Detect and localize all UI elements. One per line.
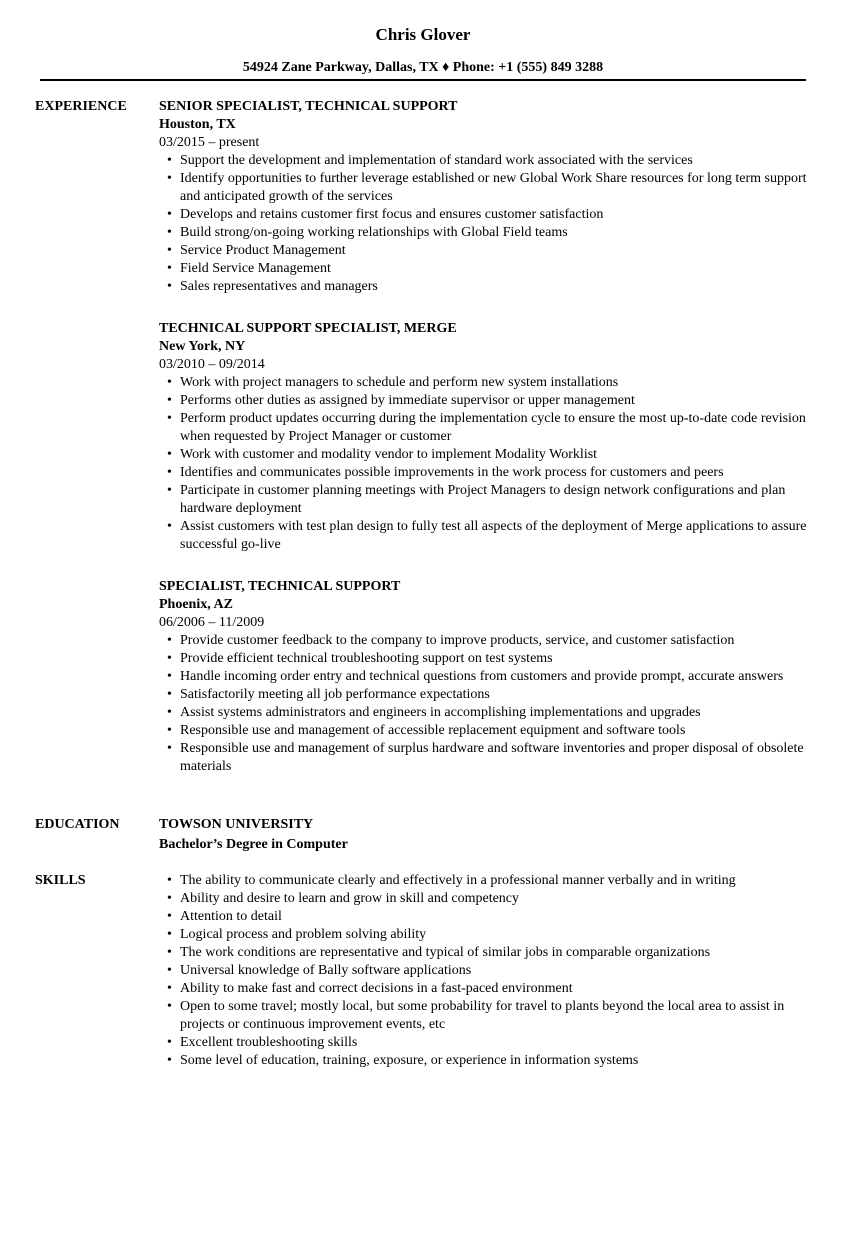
bullet-item: • Field Service Management [180, 260, 809, 278]
bullet-item: • Identifies and communicates possible improvements in the work process for customers and peers [180, 464, 809, 482]
experience-list [159, 98, 809, 800]
bullet-item: • Provide customer feedback to the company to improve products, service, and customer satisfaction [180, 632, 809, 650]
job-location: Phoenix, AZ [159, 597, 233, 612]
header-divider [40, 79, 806, 81]
school-name: TOWSON UNIVERSITY [159, 817, 314, 832]
bullet-item: • Perform product updates occurring during the implementation cycle to ensure the most up-to-date code revision when requested by Project Manager or customer [180, 410, 809, 446]
skill-item: • The ability to communicate clearly and effectively in a professional manner verbally and in writing [180, 872, 809, 890]
bullet-item: • Participate in customer planning meetings with Project Managers to design network configurations and plan hardware deployment [180, 482, 809, 518]
job-location: Houston, TX [159, 117, 236, 132]
job-title: SPECIALIST, TECHNICAL SUPPORT [159, 579, 401, 594]
bullet-item: • Assist systems administrators and engineers in accomplishing implementations and upgrades [180, 704, 809, 722]
job-bullets [159, 152, 809, 296]
job-location: New York, NY [159, 339, 246, 354]
job-dates: 06/2006 – 11/2009 [159, 615, 265, 630]
skill-item: • Excellent troubleshooting skills [180, 1034, 809, 1052]
skill-item: • Ability to make fast and correct decisions in a fast-paced environment [180, 980, 809, 998]
skills-list [159, 872, 809, 1070]
bullet-item: • Service Product Management [180, 242, 809, 260]
skill-item: • Logical process and problem solving ability [180, 926, 809, 944]
bullet-item: • Responsible use and management of surplus hardware and software inventories and proper disposal of obsolete materials [180, 740, 809, 776]
skill-item: • Open to some travel; mostly local, but some probability for travel to plants beyond the local area to assist in projects or continuous improvement events, etc [180, 998, 809, 1034]
bullet-item: • Support the development and implementation of standard work associated with the services [180, 152, 809, 170]
bullet-item: • Provide efficient technical troubleshooting support on test systems [180, 650, 809, 668]
contact-info: 54924 Zane Parkway, Dallas, TX ♦ Phone: +1 (555) 849 3288 [242, 60, 604, 75]
skill-item: • Ability and desire to learn and grow in skill and competency [180, 890, 809, 908]
bullet-item: • Develops and retains customer first focus and ensures customer satisfaction [180, 206, 809, 224]
bullet-item: • Work with project managers to schedule and perform new system installations [180, 374, 809, 392]
bullet-item: • Performs other duties as assigned by immediate supervisor or upper management [180, 392, 809, 410]
bullet-item: • Handle incoming order entry and technical questions from customers and provide prompt, accurate answers [180, 668, 809, 686]
bullet-item: • Sales representatives and managers [180, 278, 809, 296]
job-entry [159, 98, 809, 296]
job-bullets [159, 632, 809, 776]
section-label: EDUCATION [35, 817, 120, 832]
job-title: SENIOR SPECIALIST, TECHNICAL SUPPORT [159, 99, 458, 114]
bullet-item: • Work with customer and modality vendor to implement Modality Worklist [180, 446, 809, 464]
job-dates: 03/2010 – 09/2014 [159, 357, 265, 372]
bullet-item: • Satisfactorily meeting all job performance expectations [180, 686, 809, 704]
skill-item: • Attention to detail [180, 908, 809, 926]
job-dates: 03/2015 – present [159, 135, 260, 150]
bullet-item: • Assist customers with test plan design to fully test all aspects of the deployment of Merge applications to assure successful go-live [180, 518, 809, 554]
degree: Bachelor’s Degree in Computer [159, 837, 348, 852]
skill-item: • Universal knowledge of Bally software applications [180, 962, 809, 980]
candidate-name: Chris Glover [375, 25, 471, 44]
bullet-item: • Build strong/on-going working relationships with Global Field teams [180, 224, 809, 242]
job-entry [159, 320, 809, 554]
bullet-item: • Identify opportunities to further leverage established or new Global Work Share resources for long term support and anticipated growth of the services [180, 170, 809, 206]
skill-item: • Some level of education, training, exposure, or experience in information systems [180, 1052, 809, 1070]
job-bullets [159, 374, 809, 554]
skill-item: • The work conditions are representative and typical of similar jobs in comparable organizations [180, 944, 809, 962]
job-title: TECHNICAL SUPPORT SPECIALIST, MERGE [159, 321, 457, 336]
section-label: EXPERIENCE [35, 99, 127, 114]
job-entry [159, 578, 809, 776]
bullet-item: • Responsible use and management of accessible replacement equipment and software tools [180, 722, 809, 740]
section-label: SKILLS [35, 873, 86, 888]
